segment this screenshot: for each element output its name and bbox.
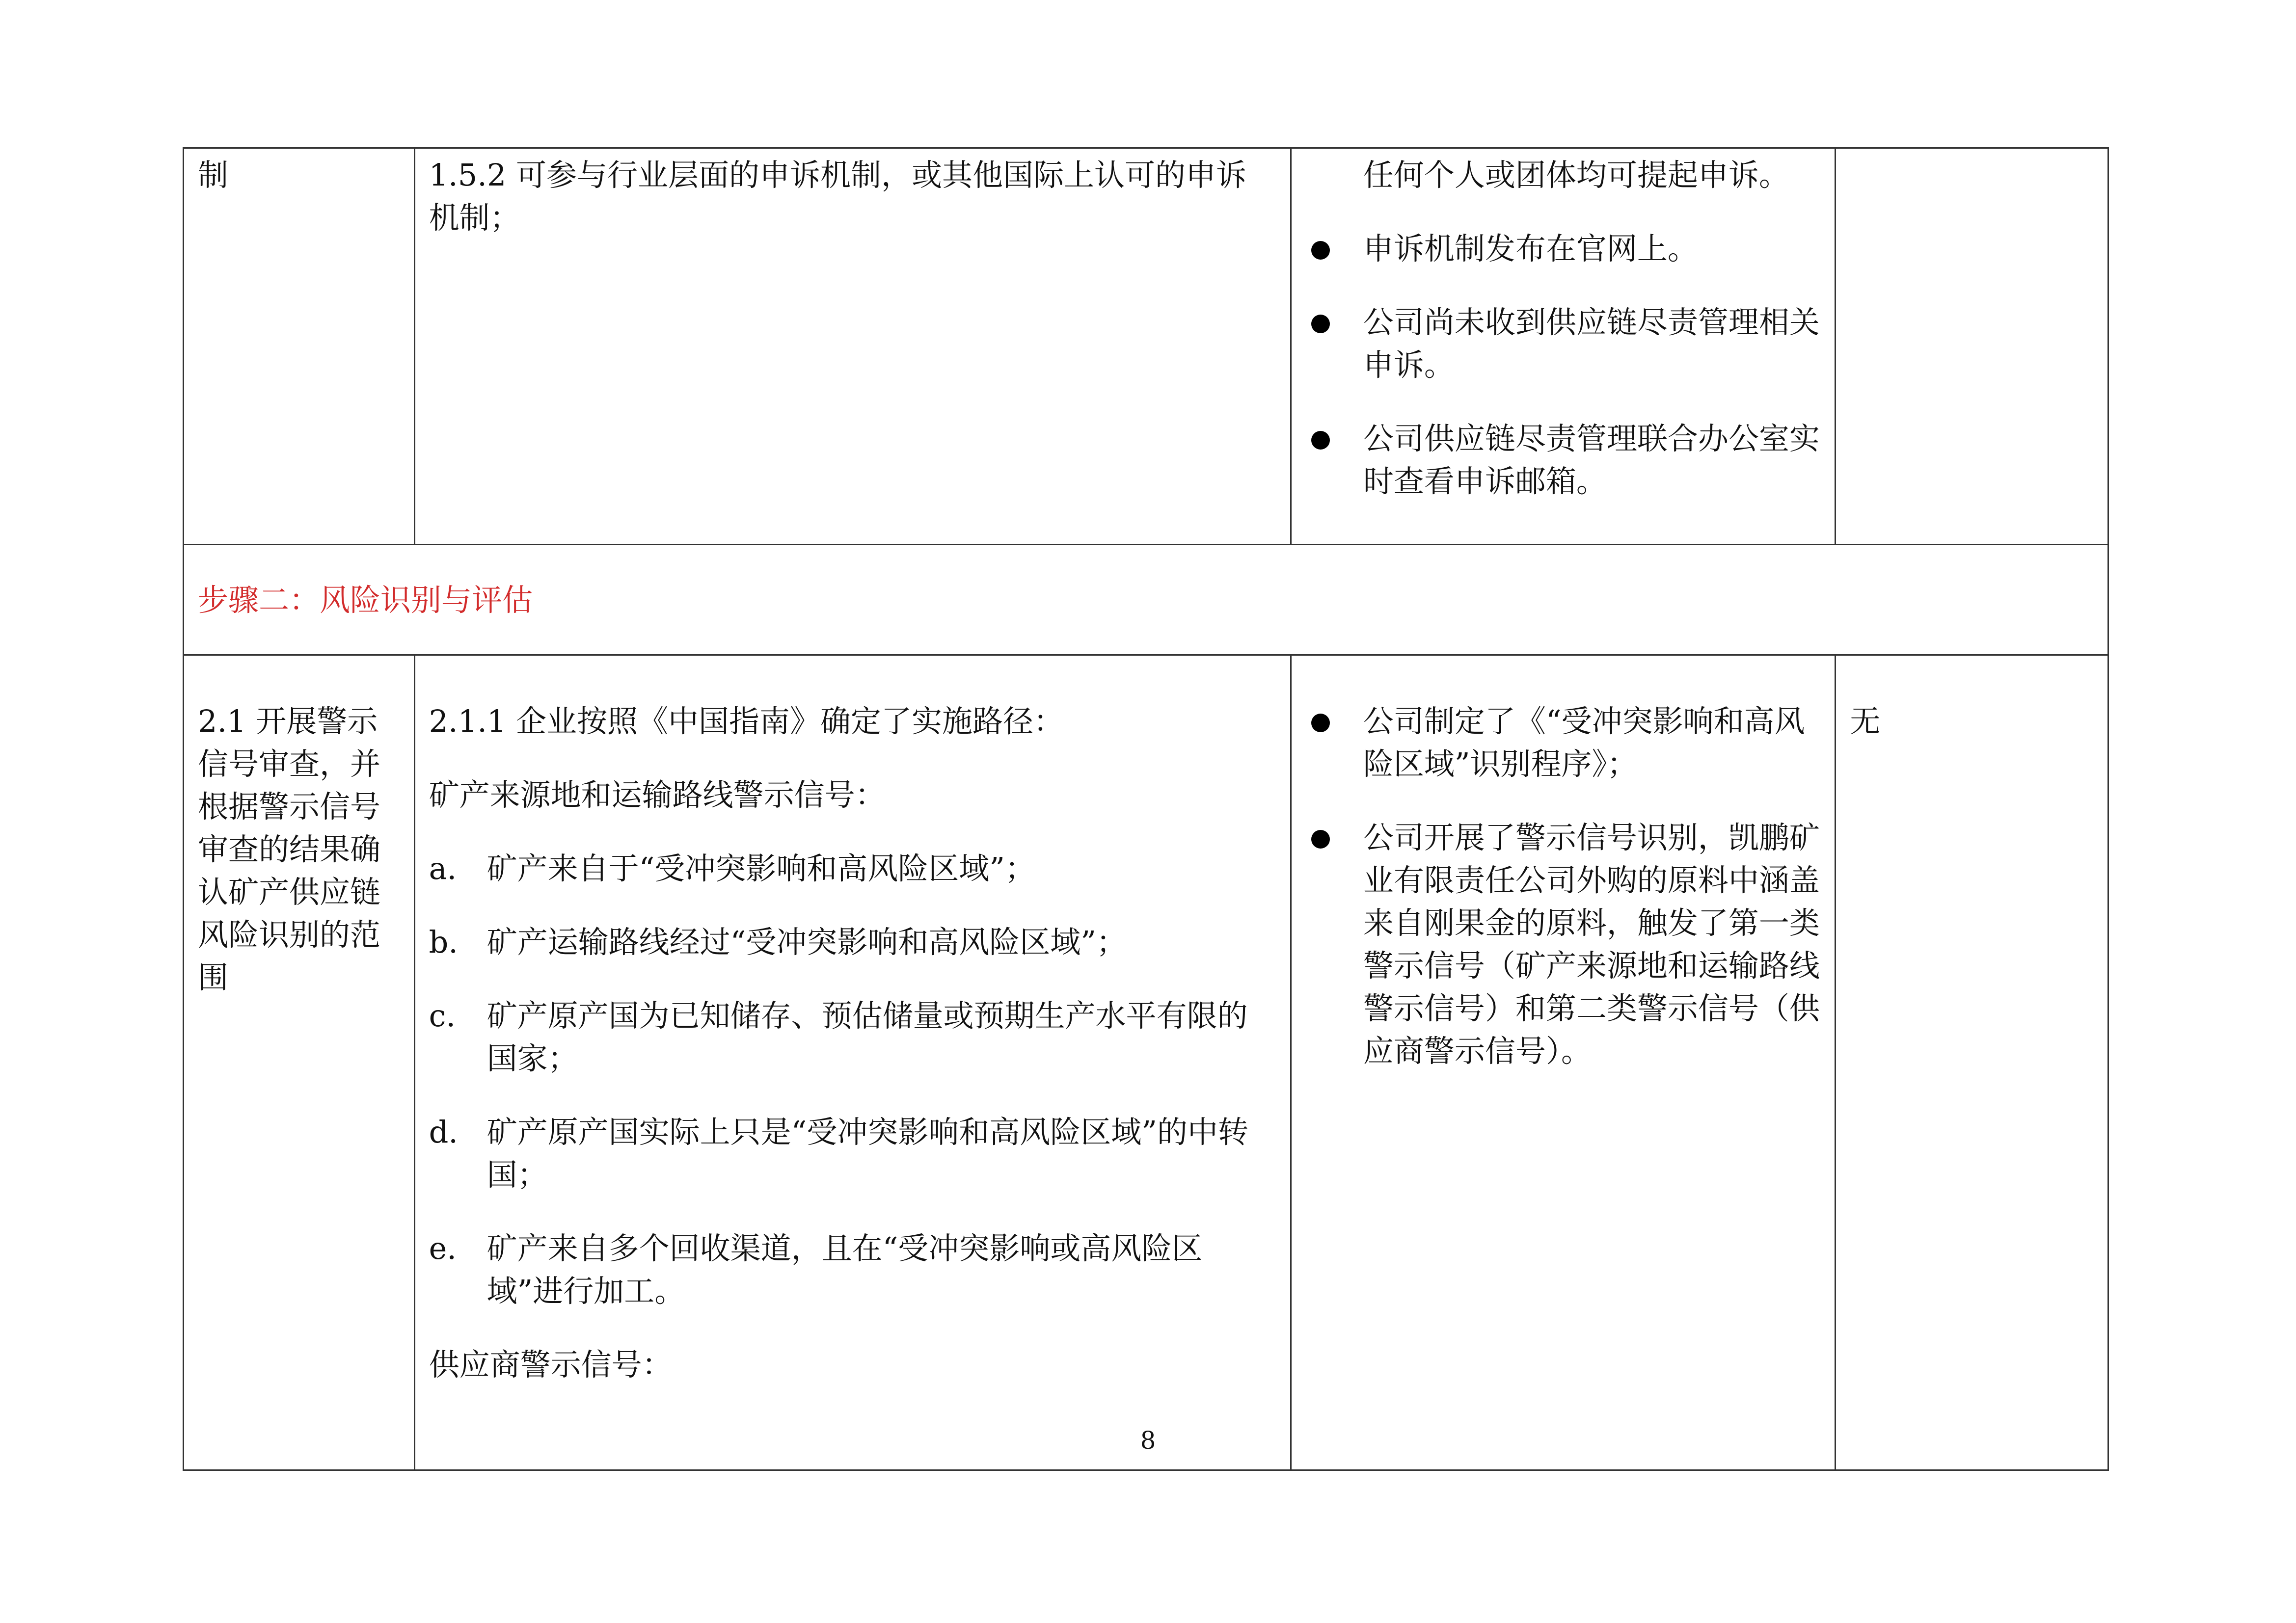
guidance-cell bbox=[414, 655, 1291, 1470]
list-item: b. 矿产运输路线经过“受冲突影响和高风险区域”； bbox=[429, 924, 1127, 960]
list-item: a. 矿产来自于“受冲突影响和高风险区域”； bbox=[429, 851, 1035, 886]
evidence-bullet: 公司尚未收到供应链尽责管理相关申诉。 bbox=[1305, 301, 1821, 386]
gap-cell bbox=[1836, 148, 2108, 545]
list-item: c. 矿产原产国为已知储存、预估储量或预期生产水平有限的国家； bbox=[429, 998, 1248, 1076]
bullet-icon bbox=[1305, 301, 1363, 386]
guidance-footer: 供应商警示信号： bbox=[429, 1347, 673, 1383]
evidence-continuation: 任何个人或团体均可提起申诉。 bbox=[1363, 157, 1789, 193]
table-row bbox=[184, 655, 2108, 1470]
table-row bbox=[184, 148, 2108, 545]
bullet-icon bbox=[1305, 227, 1363, 270]
step-heading-row bbox=[184, 545, 2108, 655]
evidence-bullet: 申诉机制发布在官网上。 bbox=[1305, 227, 1821, 270]
list-item: e. 矿产来自多个回收渠道，且在“受冲突影响或高风险区域”进行加工。 bbox=[429, 1230, 1203, 1309]
evidence-bullet: 公司供应链尽责管理联合办公室实时查看申诉邮箱。 bbox=[1305, 417, 1821, 503]
requirement-cell bbox=[184, 655, 415, 1470]
list-item: d. 矿产原产国实际上只是“受冲突影响和高风险区域”的中转国； bbox=[429, 1114, 1248, 1193]
gap-cell bbox=[1836, 655, 2108, 1470]
requirement-cell bbox=[184, 148, 415, 545]
guidance-subheading: 矿产来源地和运输路线警示信号： bbox=[429, 777, 886, 813]
guidance-intro: 2.1.1 企业按照《中国指南》确定了实施路径： bbox=[429, 703, 1064, 739]
bullet-icon bbox=[1305, 816, 1363, 1072]
gap-text: 无 bbox=[1850, 703, 1881, 739]
guidance-text: 1.5.2 可参与行业层面的申诉机制，或其他国际上认可的申诉机制； bbox=[429, 157, 1247, 236]
page-number: 8 bbox=[1140, 1426, 1156, 1455]
evidence-bullet: 公司制定了《“受冲突影响和高风险区域”识别程序》； bbox=[1305, 700, 1821, 785]
evidence-bullet: 公司开展了警示信号识别，凯鹏矿业有限责任公司外购的原料中涵盖来自刚果金的原料，触发了第一类警示信号（矿产来源地和运输路线警示信号）和第二类警示信号（供应商警示信号）。 bbox=[1305, 816, 1821, 1072]
step-heading-cell bbox=[184, 545, 2108, 655]
guidance-cell bbox=[414, 148, 1291, 545]
bullet-icon bbox=[1305, 417, 1363, 503]
step-heading: 步骤二：风险识别与评估 bbox=[198, 582, 533, 618]
requirement-text: 制 bbox=[198, 157, 229, 193]
requirement-text: 2.1 开展警示信号审查，并根据警示信号审查的结果确认矿产供应链风险识别的范围 bbox=[198, 703, 381, 995]
evidence-cell bbox=[1291, 148, 1835, 545]
evidence-cell bbox=[1291, 655, 1835, 1470]
bullet-icon bbox=[1305, 700, 1363, 785]
audit-table bbox=[183, 147, 2109, 1471]
